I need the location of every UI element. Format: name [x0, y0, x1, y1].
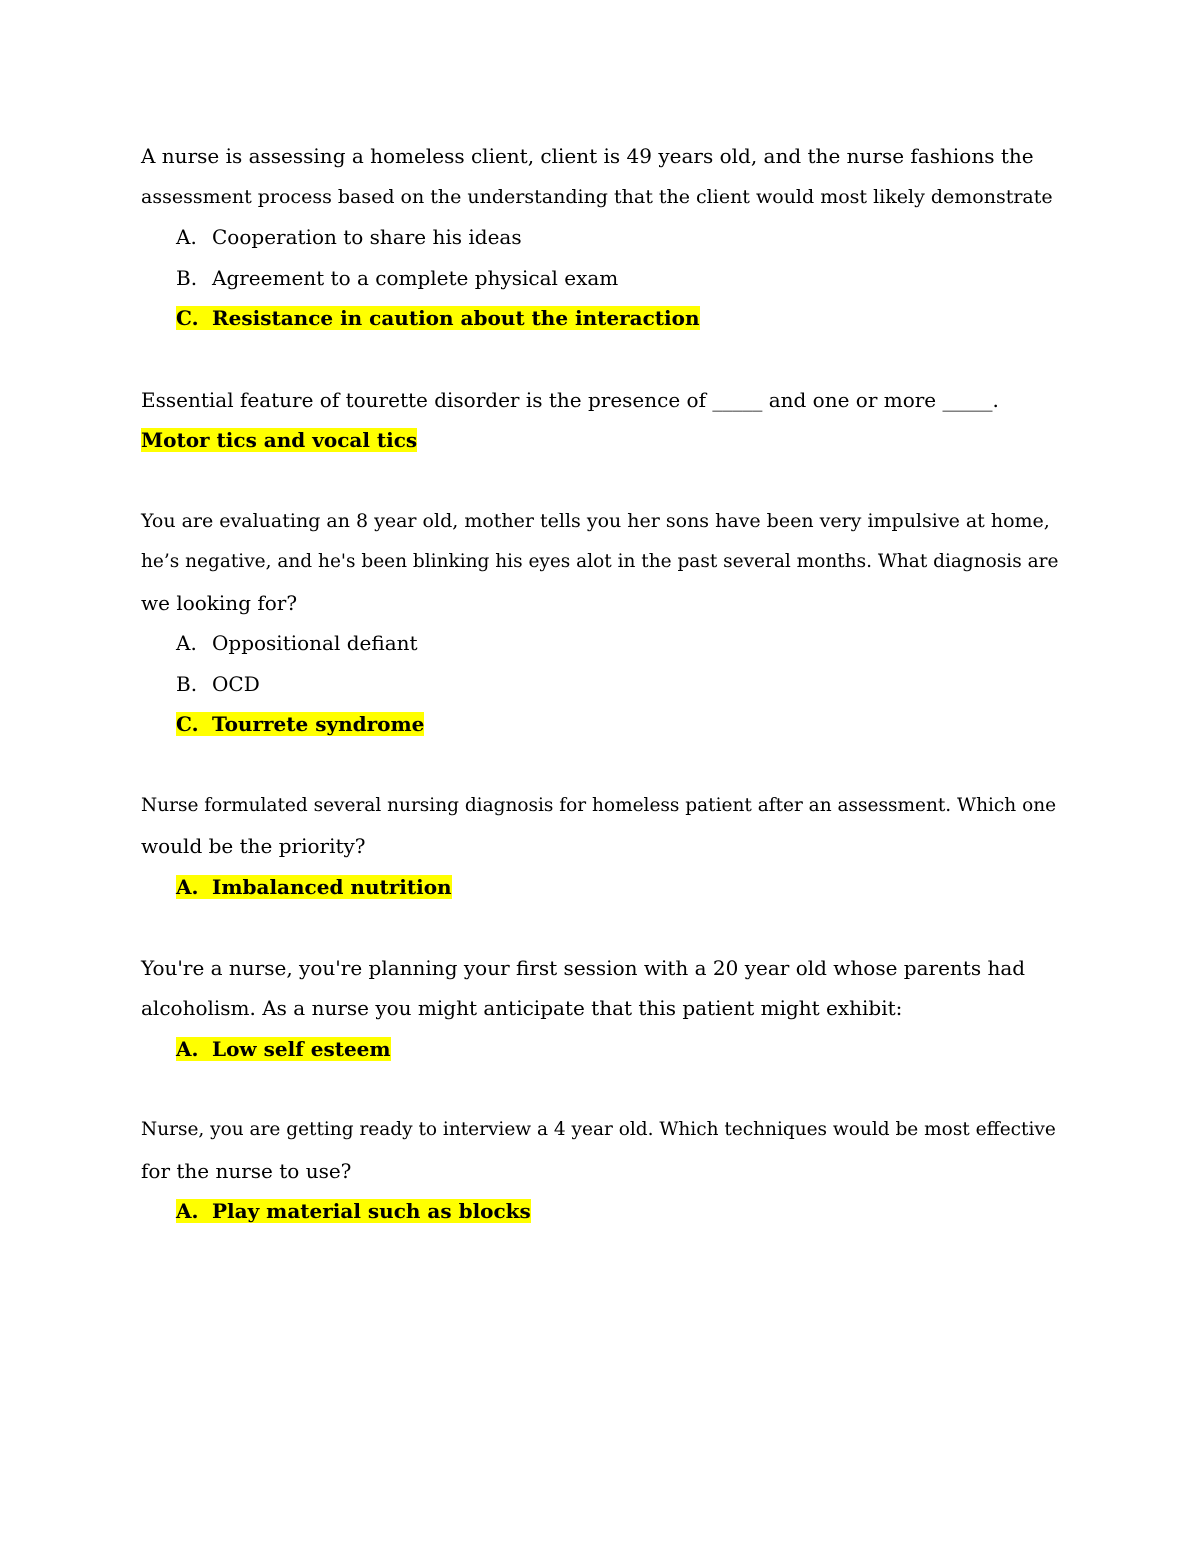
question-6-text-line-2: for the nurse to use? — [141, 1158, 352, 1183]
question-5-option-a-answer — [141, 1029, 1071, 1070]
option-text: Agreement to a complete physical exam — [212, 265, 619, 290]
question-6-option-a-answer — [141, 1191, 1071, 1232]
option-text: Imbalanced nutrition — [212, 874, 452, 899]
spacer — [141, 907, 1071, 948]
answer-highlight — [176, 712, 424, 736]
question-3-option-b — [141, 664, 1071, 705]
question-2-text-line-1: Essential feature of tourette disorder is the presence of _____ and one or more _____. — [141, 387, 999, 412]
option-text: Oppositional defiant — [212, 631, 418, 656]
answer-highlight — [176, 875, 452, 899]
option-letter: A. — [176, 874, 199, 899]
option-text: OCD — [212, 671, 260, 696]
spacer — [141, 461, 1071, 502]
answer-highlight — [176, 1037, 391, 1061]
question-4-option-a-answer — [141, 867, 1071, 908]
question-1-option-a — [141, 217, 1071, 258]
question-4-text-line-2: would be the priority? — [141, 834, 366, 859]
document-page — [141, 136, 1071, 1232]
question-3-text-line-3: we looking for? — [141, 590, 298, 615]
option-text: Resistance in caution about the interaction — [212, 306, 700, 331]
option-text: Play material such as blocks — [212, 1199, 531, 1224]
answer-highlight — [176, 1199, 531, 1223]
option-letter: C. — [176, 306, 199, 331]
option-text: Cooperation to share his ideas — [212, 225, 522, 250]
question-3-text-line-2: he’s negative, and he's been blinking his eyes alot in the past several months. What diagnosis are — [141, 550, 1059, 572]
option-text: Tourrete syndrome — [212, 712, 425, 737]
spacer — [141, 745, 1071, 786]
option-letter: B. — [176, 265, 198, 290]
question-5-text-line-2: alcoholism. As a nurse you might anticipate that this patient might exhibit: — [141, 996, 903, 1021]
question-1-text-line-1: A nurse is assessing a homeless client, client is 49 years old, and the nurse fashions the — [141, 144, 1034, 168]
option-letter: A. — [176, 1199, 199, 1224]
option-letter: A. — [176, 225, 197, 250]
option-letter: A. — [176, 1037, 199, 1062]
spacer — [141, 1070, 1071, 1111]
question-5-text-line-1: You're a nurse, you're planning your first session with a 20 year old whose parents had — [141, 955, 1026, 980]
answer-highlight — [176, 306, 700, 330]
spacer — [141, 339, 1071, 380]
question-1-text-line-2: assessment process based on the understanding that the client would most likely demonstrate — [141, 185, 1053, 208]
question-1-option-b — [141, 258, 1071, 299]
option-letter: B. — [176, 671, 198, 696]
answer-highlight: Motor tics and vocal tics — [141, 428, 418, 453]
option-letter: C. — [176, 712, 199, 737]
question-2-answer — [141, 420, 1071, 461]
question-3-option-a — [141, 623, 1071, 664]
question-1-option-c-answer — [141, 298, 1071, 339]
question-6-text-line-1: Nurse, you are getting ready to interview a 4 year old. Which techniques would be most effective — [141, 1119, 1056, 1141]
question-3-text-line-1: You are evaluating an 8 year old, mother tells you her sons have been very impulsive at home, — [141, 510, 1050, 533]
option-text: Low self esteem — [212, 1037, 391, 1062]
option-letter: A. — [176, 631, 197, 656]
question-3-option-c-answer — [141, 704, 1071, 745]
question-4-text-line-1: Nurse formulated several nursing diagnosis for homeless patient after an assessment. Which one — [141, 794, 1057, 816]
